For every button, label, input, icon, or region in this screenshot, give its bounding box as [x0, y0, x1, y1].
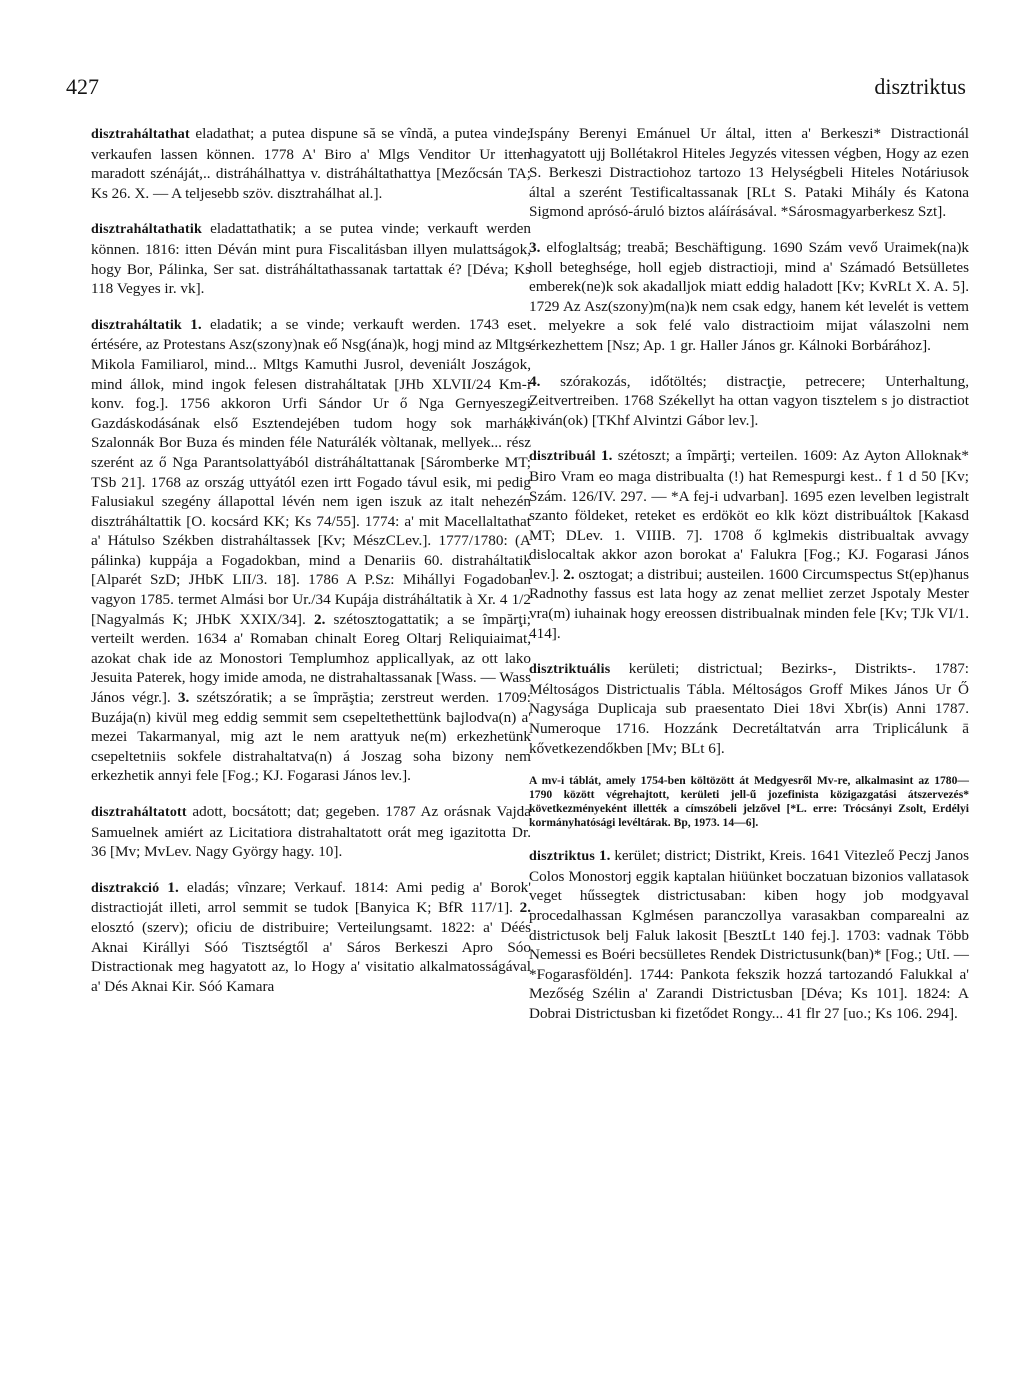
- entry-text: adott, bocsátott; dat; gegeben. 1787 Az orásnak Vajda Samuelnek amiért az Licitatiora distrahaltatott orát meg igazitotta Dr. 36 [Mv; MvLev. Nagy György hagy. 10].: [91, 803, 531, 861]
- headword: disztriktuális: [529, 662, 611, 678]
- sense-text: szórakozás, időtöltés; distracţie, petrecere; Unterhaltung, Zeitvertreiben. 1768 Székellyt ha ottan vagyon tisztelem s jo distractiot kiván(ok) [TKhf Alvintzi Gábor lev.].: [529, 372, 969, 429]
- sense-text: szétoszt; a împărţi; verteilen. 1609: Az Ayton Alloknak* Biro Vram eo maga distribualta (!) hat Remespurgi kest.. f 1 d 50 [Kv; Szám. 126/IV. 297. — *A fej-i udvarban]. 1695 ezen levelben legistralt szanto földeket, reteket es erdököt eo klk közt distribuáltok [Kakasd MT; DLev. 1. VIIIB. 7]. 1708 ő kglmekis distribualtak avvagy dislocaltak akkor azon borokat a' Falukra [Fog.; KJ. Fogarasi János lev.].: [529, 447, 970, 583]
- sense-number: 2.: [313, 610, 326, 628]
- sense-number: 1.: [601, 447, 613, 465]
- headword: disztraháltathatik: [91, 222, 202, 238]
- entry-disztriktualis: [529, 659, 969, 758]
- right-column: [529, 124, 969, 1040]
- sense-text: szétosztogattatik; a se împărţi; verteilt werden. 1634 a' Romaban chinalt Eoreg Oltarj Reliquiaimat, azokat chak ide az Monostori Templumhoz applicallyak, az ott lako Jesuita Paterek, hogy imide amoda, ne distrahaltassanak [Wass. — Wass János végr.].: [91, 610, 532, 707]
- sense-number: 1.: [167, 878, 179, 896]
- sense-number: 2.: [519, 899, 532, 917]
- sense-number: 1.: [190, 315, 202, 333]
- sense-text: kerület; district; Distrikt, Kreis. 1641 Vitezleő Peczj Janos Colos Monostorj eggik kaptalan hiüünket boczatuan bizonios vallatasok veget hűssegtek districtusaban: kiben hogy job modgyaval procedalhassan Kglmésen paranczollya varasakban comparealni az districtusok belj Faluk lakosit [BesztLt 140 fej.]. 1703: vadnak Több Nemessi es Boéri becsülletes Rendek Districtusunk(ban)* [Fog.; UtI. — *Fogarasföldén]. 1744: Pankota fekszik hozzá tartozandó Falukkal a' Mezőség Szélin a' Zarandi Districtusban [Déva; Ks 101]. 1824: A Dobrai Districtusban ki fizetődet Rongy... 41 flr 27 [uo.; Ks 106. 294].: [529, 847, 970, 1022]
- entry-disztrakcio: [91, 878, 531, 997]
- headword: disztriktus: [529, 849, 595, 865]
- entry-disztrakcio-continued: [529, 124, 969, 222]
- running-head: disztriktus: [874, 74, 966, 99]
- sense-number: 1.: [598, 847, 611, 865]
- sense-number: 3.: [177, 689, 190, 707]
- headword: disztraháltathat: [91, 127, 190, 142]
- sense-text: elfoglaltság; treabă; Beschäftigung. 1690 Szám vevő Uraimek(na)k holl beteghsége, holl egjeb distractioji, mind a' Számadó Betsülletes emberek(ne)k sok akadalljok miatt eddig haladott [Kv; KvRLt X. A. 5]. 1729 Az Asz(szony)m(na)k nem csak edgy, hanem két levelét is vettem .. melyekre a sok felé valo distractioim mijat válaszolni nem érkezhettem [Nsz; Ap. 1 gr. Haller János gr. Kálnoki Borbárához].: [529, 238, 969, 354]
- headword: disztraháltatik: [91, 317, 182, 333]
- entry-disztribual: [529, 446, 969, 643]
- sense-text: eladatik; a se vinde; verkauft werden. 1743 eset értésére, az Protestans Asz(szony)nak eő Nsg(ána)k, hogj mind az Mltgs Mikola Familiarol, mind... Mltgs Kamuthi Jusrol, deveniált Joszágok, mind állok, mind ingok felesen distraháltatak [JHb XLVII/24 Km-i konv. fog.]. 1756 akkoron Urfi Sándor Ur ő Nga Gernyeszegi Gazdáskodásának első Esztendejében tudom hogy sok marhák Szalonnák Bor Buza és minden féle Naturálék vòltanak, mellyek... rész szerént az ő Nga Parantsolattyából distráháltattanak [Sáromberke MT; TSb 21]. 1768 az ország uttyától ezen irtt Fogado távul esik, mi pedig Falusiakul szegény állapottal lévén nem igen iszuk az italt nehezén disztráháltattik [O. kocsárd KK; Ks 74/55]. 1774: a' mit Macellaltathat a' Hátulso Székben distraháltassek [Kv; MészCLev.]. 1777/1780: (A pálinka) kuppája a Fogadokban, mind a Denariis 60. distraháltatik [Alparét SzD; JHbK LII/3. 18]. 1786 A P.Sz: Mihállyi Fogadoban vagyon 1785. termet Almási bor Ur./34 Kupája distráháltatik à Xr. 4 1/2 [Nagyalmás K; JHbK XXIX/34].: [91, 315, 532, 628]
- headword: disztrakció: [91, 880, 160, 896]
- left-column: [91, 124, 531, 1012]
- entry-disztrahaltathatik: [91, 219, 531, 298]
- headword: disztraháltatott: [91, 805, 187, 820]
- entry-disztriktus: [529, 846, 969, 1023]
- editorial-note: A mv-i táblát, amely 1754-ben költözött át Medgyesről Mv-re, alkalmasint az 1780—1790 között végrehajtott, kerületi jell-ű jozefinista közigazgatási átszervezés* következményeként illették a címszóbeli jelzővel [*L. erre: Trócsányi Zsolt, Erdélyi kormányhatósági levéltárak. Bp, 1973. 14—6].: [529, 774, 969, 830]
- entry-text: Ispány Berenyi Emánuel Ur által, itten a' Berkeszi* Distractionál hagyatott ujj Bollétakrol Hiteles Jegyzés vitessen végben, Hogy az ezen S. Berkeszi Distractiohoz tartozo 13 Helységbeli Hiteles Notáriusok által a szerént Testificaltassanak [RLt S. Pataki Mihály és Katona Sigmond aprósó-áruló biztos aláírásával. *Sárosmagyarberkesz Szt].: [529, 125, 969, 221]
- entry-disztrahaltatik: [91, 315, 531, 786]
- entry-text: eladathat; a putea dispune să se vîndă, a putea vinde; verkaufen lassen können. 1778 A' Biro a' Mlgs Venditor Ur itten maradott szénáját,.. distráhálhattya v. distráháltathattya [Mezőcsán TA; Ks 26. X. — A teljesebb szöv. disztrahálhat al.].: [91, 125, 532, 202]
- entry-disztrakcio-sense-3: [529, 238, 969, 356]
- page-number: 427: [66, 74, 99, 99]
- sense-text: elosztó (szerv); oficiu de distribuire; Verteilungsamt. 1822: a' Déés Aknai Királlyi Sóó Tisztségtől a' Sáros Berkeszi Apro Sóo Distractionak meg hagyatott az, lo Hogy a' visitatio alkalmatosságával a' Dés Aknai Kir. Sóó Kamara: [91, 918, 531, 995]
- sense-text: osztogat; a distribui; austeilen. 1600 Circumspectus St(ep)hanus Radnothy fassus est lata hogy az zenat melliet zerzet Jspotaly Mester vra(m) iuhainak hogy ereossen distribualnak minden fele [Kv; TJk VI/1. 414].: [529, 565, 969, 642]
- sense-text: szétszóratik; a se împrăştia; zerstreut werden. 1709: Buzája(n) kivül meg eddig semmit sem csepeltethettünk bajlodva(n) a' mezei Takarmanyal, mig azt le nem arattyuk ne(m) erkezhetünk csepeltetniis sokfele distrahaltatva(n) á Joszag soha bizony nem erkezhetik annyi fele [Fog.; KJ. Fogarasi János lev.].: [91, 689, 531, 785]
- sense-text: eladás; vînzare; Verkauf. 1814: Ami pedig a' Borok' distractioját illeti, arrol semmit se tudok [Banyica K; BfR 117/1].: [91, 878, 531, 917]
- sense-number: 2.: [563, 565, 575, 583]
- sense-number: 4.: [529, 372, 541, 390]
- page-header: [66, 74, 966, 106]
- entry-disztrahaltatott: [91, 802, 531, 862]
- headword: disztribuál: [529, 449, 596, 465]
- entry-text: kerületi; districtual; Bezirks-, Distrikts-. 1787: Méltoságos Districtualis Tábla. Méltoságos Groff Mikes János Ur Ő Nagysága Duplicaja sub praesentato Diei 18vi Xbr(is) Anni 1787. Numeroque 1716. Hozzánk Decretáltatván arra Triplicálunk ā kővetkezendőkben [Mv; BLt 6].: [529, 660, 970, 757]
- entry-disztrakcio-sense-4: [529, 372, 969, 431]
- entry-disztrahaltathat: [91, 124, 531, 203]
- sense-number: 3.: [529, 238, 541, 256]
- entry-text: eladattathatik; a se putea vinde; verkauft werden können. 1816: itten Déván mint pura Fiscalitásban illyen mulattságok, hogy Bor, Pálinka, Ser sat. distráháltathassanak tartattak é? [Déva; Ks 118 Vegyes ir. vk].: [91, 220, 532, 298]
